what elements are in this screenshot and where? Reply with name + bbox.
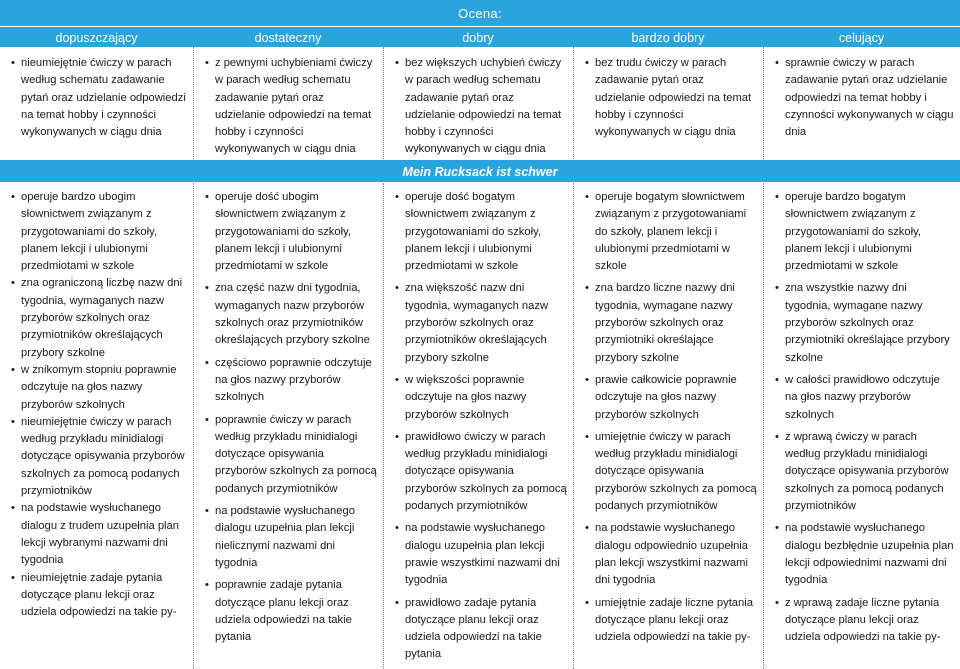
criteria-item: • nieumiejętnie ćwiczy w parach według schematu zadawanie pytań oraz udzielanie odpowiedzi na temat hobby i czynności wykonywanych w ciągu dnia xyxy=(21,55,187,141)
criteria-cell xyxy=(193,47,383,159)
criteria-item: • częściowo poprawnie odczytuje na głos nazwy przyborów szkolnych xyxy=(215,355,377,407)
criteria-item: • zna ograniczoną liczbę nazw dni tygodnia, wymaganych nazw przyborów szkolnych oraz przymiotników określających przybory szkolne xyxy=(21,275,187,361)
criteria-item: • z wprawą ćwiczy w parach według przykładu minidialogi dotyczące opisywania przyborów szkolnych za pomocą podanych przymiotników xyxy=(785,429,954,515)
criteria-item: • umiejętnie zadaje liczne pytania dotyczące planu lekcji oraz udziela odpowiedzi na takie py- xyxy=(595,595,757,647)
criteria-cell xyxy=(193,183,383,669)
criteria-item: • na podstawie wysłuchanego dialogu uzupełnia plan lekcji nielicznymi nazwami dni tygodnia xyxy=(215,503,377,572)
grade-header: Ocena: xyxy=(0,0,960,26)
criteria-cell xyxy=(763,183,960,669)
criteria-item: • operuje bardzo bogatym słownictwem związanym z przygotowaniami do szkoły, planem lekcji i ulubionymi przedmiotami w szkole xyxy=(785,189,954,275)
criteria-item: • w większości poprawnie odczytuje na głos nazwy przyborów szkolnych xyxy=(405,372,567,424)
criteria-item: • poprawnie ćwiczy w parach według przykładu minidialogi dotyczące opisywania przyborów szkolnych za pomocą podanych przymiotników xyxy=(215,412,377,498)
criteria-cell xyxy=(573,47,763,159)
criteria-item: • operuje bogatym słownictwem związanym z przygotowaniami do szkoły, planem lekcji i ulubionymi przedmiotami w szkole xyxy=(595,189,757,275)
criteria-item: • bez trudu ćwiczy w parach zadawanie pytań oraz udzielanie odpowiedzi na temat hobby i czynności wykonywanych w ciągu dnia xyxy=(595,55,757,141)
criteria-cell xyxy=(383,183,573,669)
criteria-item: • operuje dość bogatym słownictwem związanym z przygotowaniami do szkoły, planem lekcji i ulubionymi przedmiotami w szkole xyxy=(405,189,567,275)
criteria-item: • w całości prawidłowo odczytuje na głos nazwy przyborów szkolnych xyxy=(785,372,954,424)
criteria-item: • prawidłowo zadaje pytania dotyczące planu lekcji oraz udziela odpowiedzi na takie pytania xyxy=(405,595,567,664)
criteria-item: • prawidłowo ćwiczy w parach według przykładu minidialogi dotyczące opisywania przyborów szkolnych za pomocą podanych przymiotników xyxy=(405,429,567,515)
criteria-row-1 xyxy=(0,47,960,159)
criteria-item: • operuje dość ubogim słownictwem związanym z przygotowaniami do szkoły, planem lekcji i ulubionymi przedmiotami w szkole xyxy=(215,189,377,275)
criteria-item: • na podstawie wysłuchanego dialogu odpowiednio uzupełnia plan lekcji wszystkimi nazwami dni tygodnia xyxy=(595,520,757,589)
criteria-item: • w znikomym stopniu poprawnie odczytuje na głos nazwy przyborów szkolnych xyxy=(21,362,187,414)
criteria-cell xyxy=(0,47,193,159)
level-dostateczny: dostateczny xyxy=(254,31,322,45)
criteria-item: • na podstawie wysłuchanego dialogu bezbłędnie uzupełnia plan lekcji odpowiednimi nazwami dni tygodnia xyxy=(785,520,954,589)
criteria-item: • nieumiejętnie ćwiczy w parach według przykładu minidialogi dotyczące opisywania przyborów szkolnych za pomocą podanych przymiotników xyxy=(21,414,187,500)
criteria-item: • umiejętnie ćwiczy w parach według przykładu minidialogi dotyczące opisywania przyborów szkolnych za pomocą podanych przymiotników xyxy=(595,429,757,515)
criteria-item: • poprawnie zadaje pytania dotyczące planu lekcji oraz udziela odpowiedzi na takie pytania xyxy=(215,577,377,646)
criteria-item: • z pewnymi uchybieniami ćwiczy w parach według schematu zadawanie pytań oraz udzielanie odpowiedzi na temat hobby i czynności wykonywanych w ciągu dnia xyxy=(215,55,377,159)
criteria-item: • na podstawie wysłuchanego dialogu z trudem uzupełnia plan lekcji wybranymi nazwami dni tygodnia xyxy=(21,500,187,569)
criteria-item: • zna wszystkie nazwy dni tygodnia, wymagane nazwy przyborów szkolnych oraz przymiotniki określające przybory szkolne xyxy=(785,280,954,366)
criteria-cell xyxy=(763,47,960,159)
criteria-item: • operuje bardzo ubogim słownictwem związanym z przygotowaniami do szkoły, planem lekcji i ulubionymi przedmiotami w szkole xyxy=(21,189,187,275)
level-celujacy: celujący xyxy=(838,31,885,45)
criteria-item: • zna większość nazw dni tygodnia, wymaganych nazw przyborów szkolnych oraz przymiotników określających przybory szkolne xyxy=(405,280,567,366)
criteria-row-2 xyxy=(0,183,960,661)
criteria-item: • bez większych uchybień ćwiczy w parach według schematu zadawanie pytań oraz udzielanie odpowiedzi na temat hobby i czynności wykonywanych w ciągu dnia xyxy=(405,55,567,159)
criteria-cell xyxy=(0,183,193,669)
criteria-item: • na podstawie wysłuchanego dialogu uzupełnia plan lekcji prawie wszystkimi nazwami dni tygodnia xyxy=(405,520,567,589)
grade-levels-row xyxy=(0,27,960,47)
section-topic-title: Mein Rucksack ist schwer xyxy=(0,160,960,182)
level-dobry: dobry xyxy=(462,31,494,45)
criteria-cell xyxy=(383,47,573,159)
level-bardzo-dobry: bardzo dobry xyxy=(631,31,705,45)
criteria-item: • prawie całkowicie poprawnie odczytuje na głos nazwy przyborów szkolnych xyxy=(595,372,757,424)
criteria-item: • z wprawą zadaje liczne pytania dotyczące planu lekcji oraz udziela odpowiedzi na takie py- xyxy=(785,595,954,647)
criteria-item: • zna bardzo liczne nazwy dni tygodnia, wymagane nazwy przyborów szkolnych oraz przymiotniki określające przybory szkolne xyxy=(595,280,757,366)
level-dopuszczajacy: dopuszczający xyxy=(55,31,138,45)
criteria-item: • zna część nazw dni tygodnia, wymaganych nazw przyborów szkolnych oraz przymiotników określających przybory szkolne xyxy=(215,280,377,349)
criteria-cell xyxy=(573,183,763,669)
criteria-item: • sprawnie ćwiczy w parach zadawanie pytań oraz udzielanie odpowiedzi na temat hobby i czynności wykonywanych w ciągu dnia xyxy=(785,55,954,141)
criteria-item: • nieumiejętnie zadaje pytania dotyczące planu lekcji oraz udziela odpowiedzi na takie py- xyxy=(21,570,187,622)
